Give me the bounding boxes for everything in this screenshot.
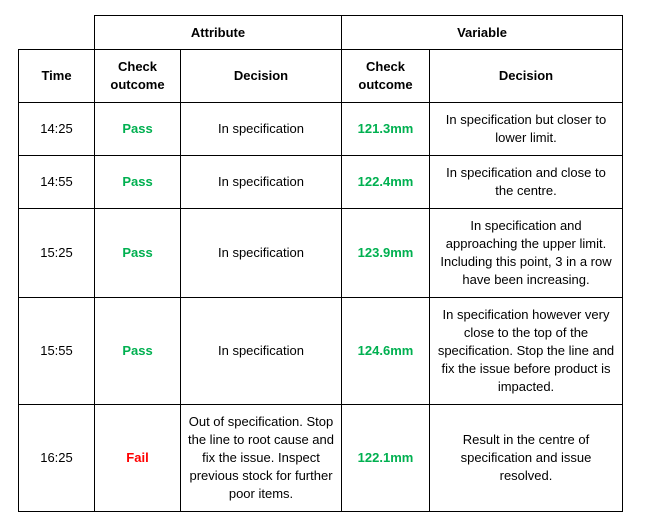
attribute-check-outcome-header: Check outcome (95, 50, 181, 103)
variable-decision-cell: In specification and close to the centre. (430, 156, 623, 209)
attribute-check-cell: Pass (95, 103, 181, 156)
attribute-check-cell: Pass (95, 298, 181, 405)
table-row (19, 209, 623, 298)
variable-check-cell: 124.6mm (342, 298, 430, 405)
variable-check-cell: 123.9mm (342, 209, 430, 298)
table-row (19, 103, 623, 156)
attribute-check-cell: Pass (95, 209, 181, 298)
table-row (19, 156, 623, 209)
column-header-row (19, 50, 623, 103)
variable-check-cell: 122.4mm (342, 156, 430, 209)
attribute-check-cell: Pass (95, 156, 181, 209)
group-header-row (19, 16, 623, 50)
attribute-check-cell: Fail (95, 405, 181, 512)
variable-check-cell: 121.3mm (342, 103, 430, 156)
variable-decision-cell: In specification and approaching the upper limit. Including this point, 3 in a row have been increasing. (430, 209, 623, 298)
attribute-decision-cell: In specification (181, 209, 342, 298)
variable-group-header: Variable (342, 16, 623, 50)
time-cell: 15:55 (19, 298, 95, 405)
time-cell: 14:55 (19, 156, 95, 209)
table-row (19, 405, 623, 512)
variable-decision-header: Decision (430, 50, 623, 103)
variable-decision-cell: In specification however very close to the top of the specification. Stop the line and fix the issue before product is impacted. (430, 298, 623, 405)
time-cell: 16:25 (19, 405, 95, 512)
table-row (19, 298, 623, 405)
attribute-decision-header: Decision (181, 50, 342, 103)
variable-check-outcome-header: Check outcome (342, 50, 430, 103)
time-cell: 14:25 (19, 103, 95, 156)
attribute-decision-cell: In specification (181, 156, 342, 209)
time-column-header: Time (19, 50, 95, 103)
variable-check-cell: 122.1mm (342, 405, 430, 512)
attribute-group-header: Attribute (95, 16, 342, 50)
attribute-decision-cell: Out of specification. Stop the line to root cause and fix the issue. Inspect previous stock for further poor items. (181, 405, 342, 512)
time-cell: 15:25 (19, 209, 95, 298)
variable-decision-cell: Result in the centre of specification and issue resolved. (430, 405, 623, 512)
variable-decision-cell: In specification but closer to lower limit. (430, 103, 623, 156)
attribute-decision-cell: In specification (181, 103, 342, 156)
blank-corner-cell (19, 16, 95, 50)
quality-check-table (18, 15, 623, 512)
attribute-decision-cell: In specification (181, 298, 342, 405)
